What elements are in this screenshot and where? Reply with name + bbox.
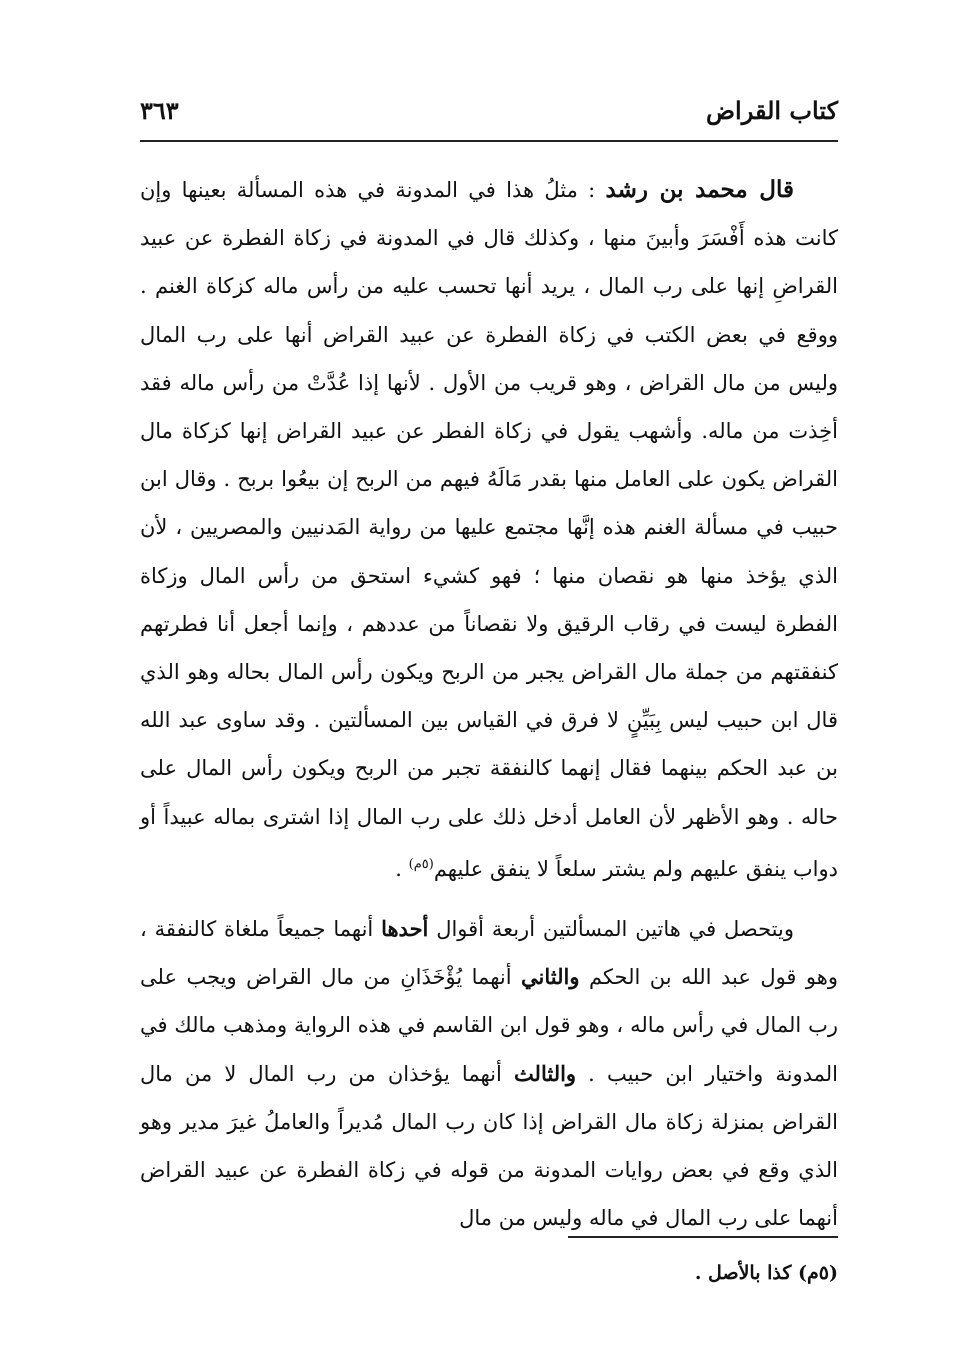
keyword-second: والثاني: [521, 964, 580, 990]
paragraph-end: .: [395, 856, 409, 881]
page-number: ٣٦٣: [140, 96, 179, 125]
footnote: (٥م) كذا بالأصل .: [694, 1262, 838, 1284]
footnote-divider: [568, 1236, 838, 1238]
paragraph-2: [140, 905, 838, 1242]
paragraph-text: : مثلُ هذا في المدونة في هذه المسألة بعينها وإن كانت هذه أَفْسَرَ وأبينَ منها ، وكذلك قال في المدونة في زكاة الفطرة عن عبيد القراضِ إنها على رب المال ، يريد أنها تحسب عليه من رأس ماله كزكاة الغنم . ووقع في بعض الكتب في زكاة الفطرة عن عبيد القراض أنها على رب المال وليس من مال القراض ، وهو قريب من الأول . لأنها إذا عُدَّتْ من رأس ماله فقد أخِذت من ماله. وأشهب يقول في زكاة الفطر عن عبيد القراض إنها كزكاة مال القراض يكون على العامل منها بقدر مَالَهُ فيهم من الربح إن بيعُوا بربح . وقال ابن حبيب في مسألة الغنم هذه إنَّها مجتمع عليها من رواية المَدنيين والمصريين ، لأن الذي يؤخذ منها هو نقصان منها ؛ فهو كشيء استحق من رأس المال وزكاة الفطرة ليست في رقاب الرقيق ولا نقصاناً من عددهم ، وإنما أجعل أنا فطرتهم كنفقتهم من جملة مال القراض يجبر من الربح ويكون رأس المال بحاله وهو الذي قال ابن حبيب ليس بِبَيِّنٍ لا فرق في القياس بين المسألتين . وقد ساوى عبد الله بن عبد الحكم بينهما فقال إنهما كالنفقة تجبر من الربح ويكون رأس المال على حاله . وهو الأظهر لأن العامل أدخل ذلك على رب المال إذا اشترى بماله عبيداً أو دواب ينفق عليهم ولم يشتر سلعاً لا ينفق عليهم: [140, 178, 838, 881]
paragraph-text: أنهما يؤخذان من رب المال لا من مال القراض بمنزلة زكاة مال القراض إذا كان رب المال مُديراً والعاملُ غيرَ مدير وهو الذي وقع في بعض روايات المدونة من قوله في زكاة الفطرة عن عبيد القراض أنهما على رب المال في ماله وليس من مال: [140, 1061, 838, 1231]
running-title: كتاب القراض: [706, 96, 838, 125]
keyword-third: والثالث: [513, 1060, 577, 1086]
paragraph-text: ويتحصل في هاتين المسألتين أربعة أقوال: [428, 917, 794, 942]
body-text: [140, 166, 838, 1242]
paragraph-1: [140, 166, 838, 893]
keyword-first: أحدها: [381, 916, 429, 942]
paragraph-text: أنهما جميعاً ملغاة كالنفقة ، وهو قول عبد الله بن الحكم: [140, 917, 838, 990]
paragraph-lead: قال محمد بن رشد: [605, 176, 794, 203]
paragraph-text: أنهما يُؤْخَذَانِ من مال القراض ويجب على رب المال في رأس ماله ، وهو قول ابن القاسم في هذه الرواية ومذهب مالك في المدونة واختيار ابن حبيب .: [140, 965, 838, 1086]
footnote-marker: (٥م): [408, 856, 434, 872]
page-header: [140, 92, 838, 142]
